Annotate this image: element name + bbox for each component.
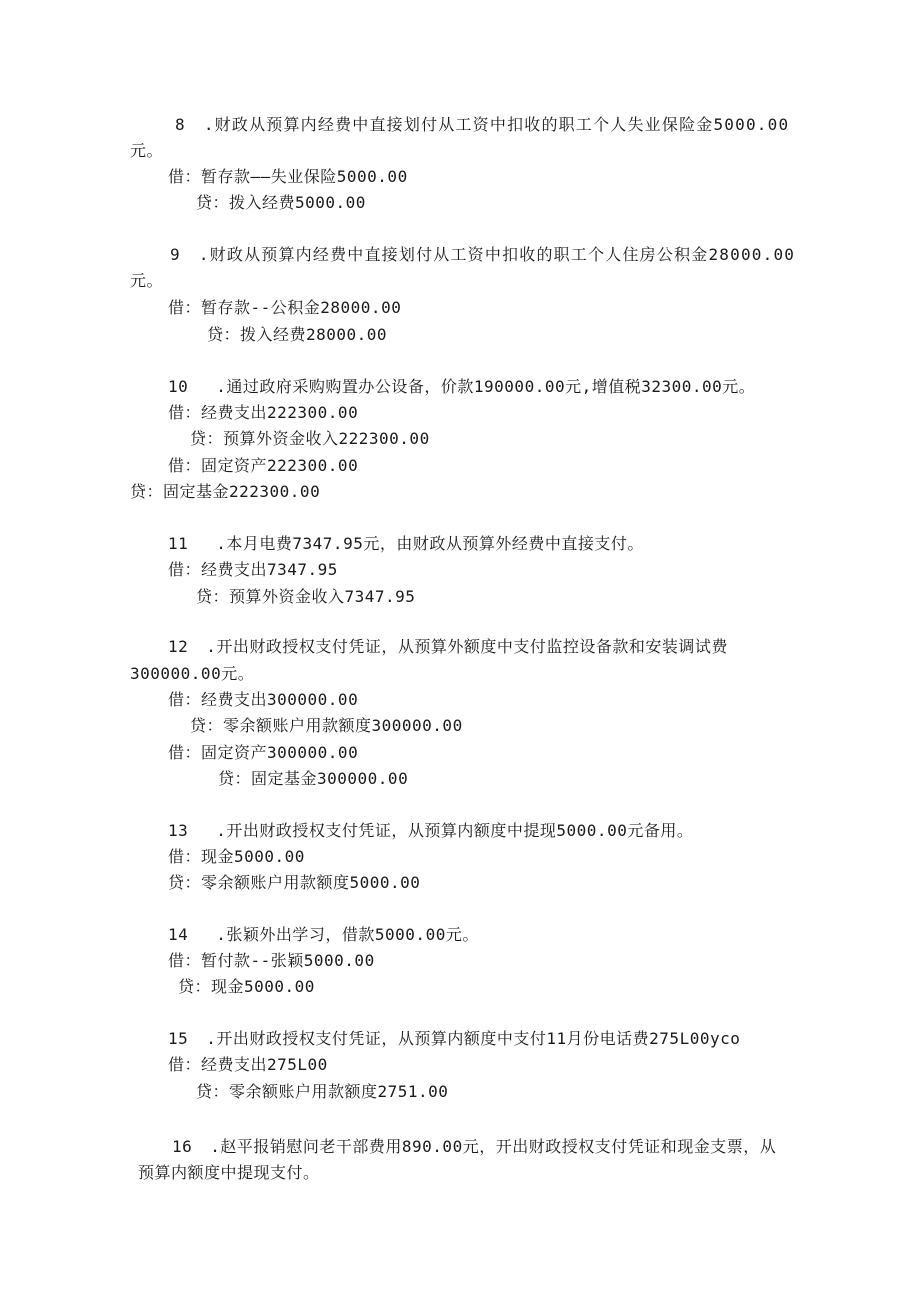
entry-question-text: .开出财政授权支付凭证，从预算外额度中支付监控设备款和安装调试费	[206, 637, 728, 656]
entry-12-debit-1: 借：经费支出300000.00	[168, 690, 359, 709]
entry-12-credit-1: 贷：零余额账户用款额度300000.00	[190, 716, 463, 735]
entry-question-text: .财政从预算内经费中直接划付从工资中扣收的职工个人失业保险金5000.00	[203, 115, 790, 134]
entry-question-text: .开出财政授权支付凭证，从预算内额度中提现5000.00元备用。	[216, 821, 694, 840]
entry-question-text: .张颖外出学习，借款5000.00元。	[216, 925, 479, 944]
entry-question-text: .开出财政授权支付凭证，从预算内额度中支付11月份电话费275L00yco	[206, 1029, 741, 1048]
entry-15-question	[168, 1029, 740, 1049]
entry-number: 15	[168, 1029, 189, 1048]
entry-12-credit-2: 贷：固定基金300000.00	[218, 769, 409, 788]
entry-8-question	[175, 115, 789, 135]
entry-10-credit-2: 贷：固定基金222300.00	[130, 482, 321, 501]
entry-11-question	[168, 534, 644, 554]
entry-14-credit: 贷：现金5000.00	[178, 977, 315, 996]
entry-14-question	[168, 925, 479, 945]
entry-15-credit: 贷：零余额账户用款额度2751.00	[196, 1082, 449, 1101]
entry-number: 16	[172, 1137, 193, 1156]
entry-12-question-cont: 300000.00元。	[130, 664, 255, 683]
entry-10-question	[168, 377, 755, 397]
entry-13-debit: 借：现金5000.00	[168, 847, 305, 866]
entry-16-question-cont: 预算内额度中提现支付。	[138, 1163, 320, 1182]
entry-number: 14	[168, 925, 189, 944]
entry-12-debit-2: 借：固定资产300000.00	[168, 743, 359, 762]
entry-15-debit: 借：经费支出275L00	[168, 1055, 328, 1074]
entry-8-credit: 贷：拨入经费5000.00	[196, 193, 366, 212]
entry-number: 11	[168, 534, 189, 553]
entry-13-credit: 贷：零余额账户用款额度5000.00	[168, 873, 421, 892]
entry-number: 13	[168, 821, 189, 840]
entry-number: 8	[175, 115, 186, 134]
entry-14-debit: 借：暂付款--张颖5000.00	[168, 951, 375, 970]
entry-10-debit-2: 借：固定资产222300.00	[168, 456, 359, 475]
entry-11-debit: 借：经费支出7347.95	[168, 560, 338, 579]
entry-11-credit: 贷：预算外资金收入7347.95	[196, 587, 416, 606]
entry-10-debit-1: 借：经费支出222300.00	[168, 403, 359, 422]
entry-9-credit: 贷：拨入经费28000.00	[207, 325, 388, 344]
entry-12-question	[168, 637, 728, 657]
entry-number: 9	[170, 245, 181, 264]
entry-9-debit: 借：暂存款--公积金28000.00	[168, 298, 402, 317]
entry-8-question-cont: 元。	[130, 141, 164, 160]
entry-10-credit-1: 贷：预算外资金收入222300.00	[190, 429, 430, 448]
entry-question-text: .本月电费7347.95元，由财政从预算外经费中直接支付。	[216, 534, 644, 553]
entry-number: 12	[168, 637, 189, 656]
entry-16-question	[172, 1137, 776, 1157]
entry-8-debit: 借：暂存款——失业保险5000.00	[168, 167, 408, 186]
entry-question-text: .财政从预算内经费中直接划付从工资中扣收的职工个人住房公积金28000.00	[198, 245, 796, 264]
entry-9-question-cont: 元。	[130, 271, 164, 290]
entry-question-text: .通过政府采购购置办公设备，价款190000.00元,增值税32300.00元。	[216, 377, 756, 396]
entry-number: 10	[168, 377, 189, 396]
entry-13-question	[168, 821, 693, 841]
entry-question-text: .赵平报销慰问老干部费用890.00元，开出财政授权支付凭证和现金支票，从	[210, 1137, 777, 1156]
entry-9-question	[170, 245, 795, 265]
